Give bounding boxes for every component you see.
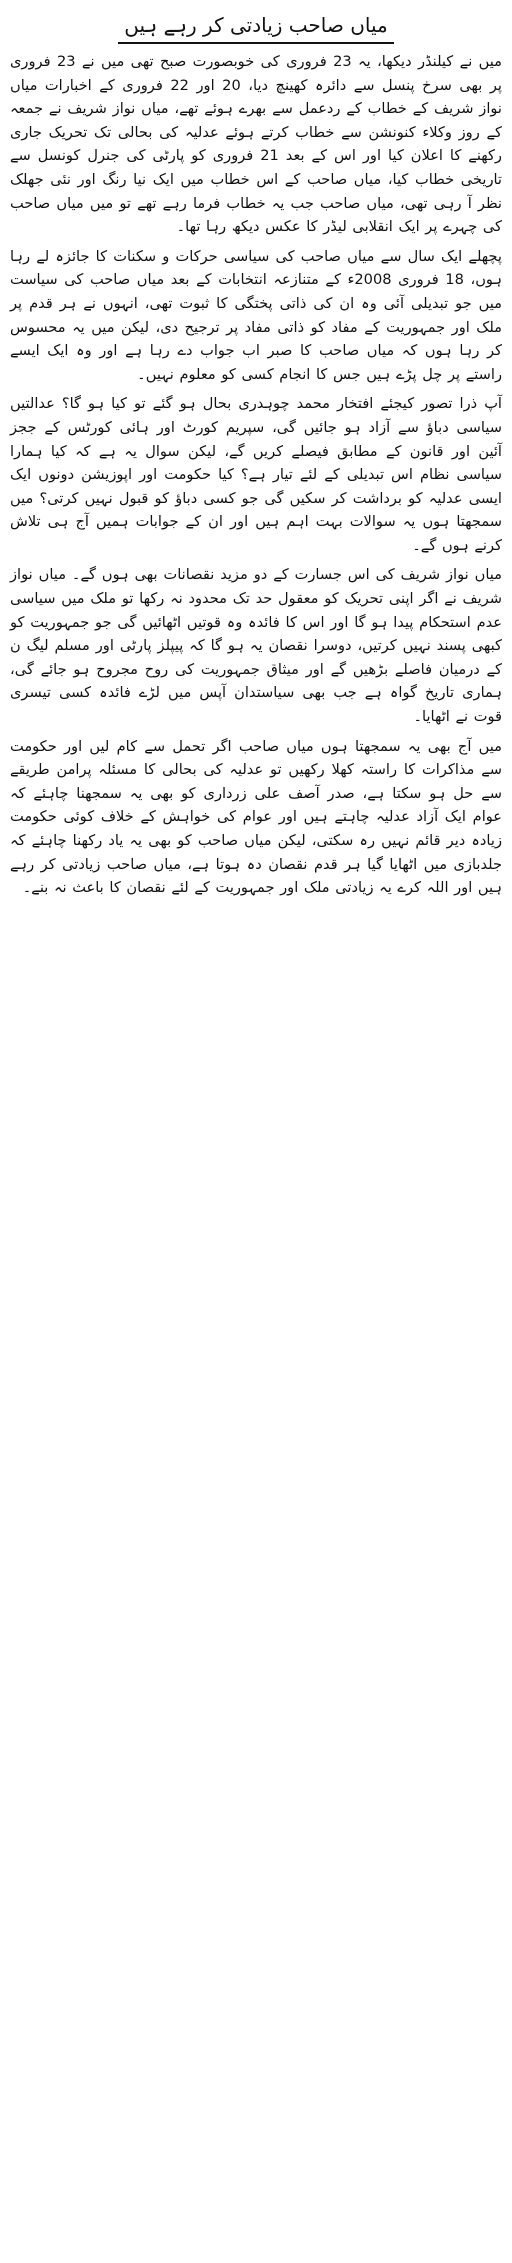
paragraph: میں آج بھی یہ سمجھتا ہوں میاں صاحب اگر تحمل سے کام لیں اور حکومت سے مذاکرات کا راستہ کھلا رکھیں تو عدلیہ کی بحالی کا مسئلہ پرامن طریقے سے حل ہو سکتا ہے، صدر آصف علی زرداری کو بھی یہ سمجھنا چاہئے کہ عوام ایک آزاد عدلیہ چاہتے ہیں اور عوام کی خواہش کے خلاف کوئی حکومت زیادہ دیر قائم نہیں رہ سکتی، لیکن میاں صاحب کو بھی یہ یاد رکھنا چاہئے کہ جلدبازی میں اٹھایا گیا ہر قدم نقصان دہ ہوتا ہے، میاں صاحب زیادتی کر رہے ہیں اور اللہ کرے یہ زیادتی ملک اور جمہوریت کے لئے نقصان کا باعث نہ بنے۔ — [10, 737, 502, 897]
article-body — [10, 50, 502, 900]
paragraph: آپ ذرا تصور کیجئے افتخار محمد چوہدری بحال ہو گئے تو کیا ہو گا؟ عدالتیں سیاسی دباؤ سے آزاد ہو جائیں گی، سپریم کورٹ اور ہائی کورٹس کے ججز آئین اور قانون کے مطابق فیصلے کریں گے، لیکن سوال یہ ہے کہ کیا ہمارا سیاسی نظام اس تبدیلی کے لئے تیار ہے؟ کیا حکومت اور اپوزیشن دونوں ایک ایسی عدلیہ کو برداشت کر سکیں گی جو کسی دباؤ کو قبول نہیں کرتی؟ میں سمجھتا ہوں یہ سوالات بہت اہم ہیں اور ان کے جوابات ہمیں آج ہی تلاش کرنے ہوں گے۔ — [10, 395, 502, 554]
headline-container — [10, 10, 502, 44]
paragraph: میں نے کیلنڈر دیکھا، یہ 23 فروری کی خوبصورت صبح تھی میں نے 23 فروری پر بھی سرخ پنسل سے دائرہ کھینچ دیا، 20 اور 22 فروری کے اخبارات میاں نواز شریف کے خطاب کے ردعمل سے بھرے ہوئے تھے، میاں نواز شریف نے جمعہ کے روز وکلاء کنونشن سے خطاب کرتے ہوئے عدلیہ کی بحالی تک تحریک جاری رکھنے کا اعلان کیا اور اس کے بعد 21 فروری کو پارٹی کی جنرل کونسل سے تاریخی خطاب کیا، میاں صاحب کے اس خطاب میں ایک نیا رنگ اور نئی جھلک نظر آ رہی تھی، میاں صاحب جب یہ خطاب فرما رہے تھے تو میں میاں صاحب کی چہرے پر ایک انقلابی لیڈر کا عکس دیکھ رہا تھا۔ — [10, 53, 502, 236]
paragraph: پچھلے ایک سال سے میاں صاحب کی سیاسی حرکات و سکنات کا جائزہ لے رہا ہوں، 18 فروری 2008ء کے متنازعہ انتخابات کے بعد میاں صاحب کی سیاست میں جو تبدیلی آئی وہ ان کی ذاتی پختگی کا ثبوت تھی، انہوں نے ہر قدم پر ملک اور جمہوریت کے مفاد کو ذاتی مفاد پر ترجیح دی، لیکن میں یہ محسوس کر رہا ہوں کہ میاں صاحب کا صبر اب جواب دے رہا ہے اور وہ ایک ایسے راستے پر چل پڑے ہیں جس کا انجام کسی کو معلوم نہیں۔ — [10, 247, 502, 383]
paragraph: میاں نواز شریف کی اس جسارت کے دو مزید نقصانات بھی ہوں گے۔ میاں نواز شریف نے اگر اپنی تحریک کو معقول حد تک محدود نہ رکھا تو ملک میں سیاسی عدم استحکام پیدا ہو گا اور اس کا فائدہ وہ قوتیں اٹھائیں گی جو جمہوریت کو کبھی پسند نہیں کرتیں، دوسرا نقصان یہ ہو گا کہ پیپلز پارٹی اور مسلم لیگ ن کے درمیان فاصلے بڑھیں گے اور میثاق جمہوریت کی روح مجروح ہو جائے گی، ہماری تاریخ گواہ ہے جب بھی سیاستدان آپس میں لڑے فائدہ کسی تیسری قوت نے اٹھایا۔ — [10, 566, 502, 726]
column-headline: میاں صاحب زیادتی کر رہے ہیں — [118, 10, 394, 44]
